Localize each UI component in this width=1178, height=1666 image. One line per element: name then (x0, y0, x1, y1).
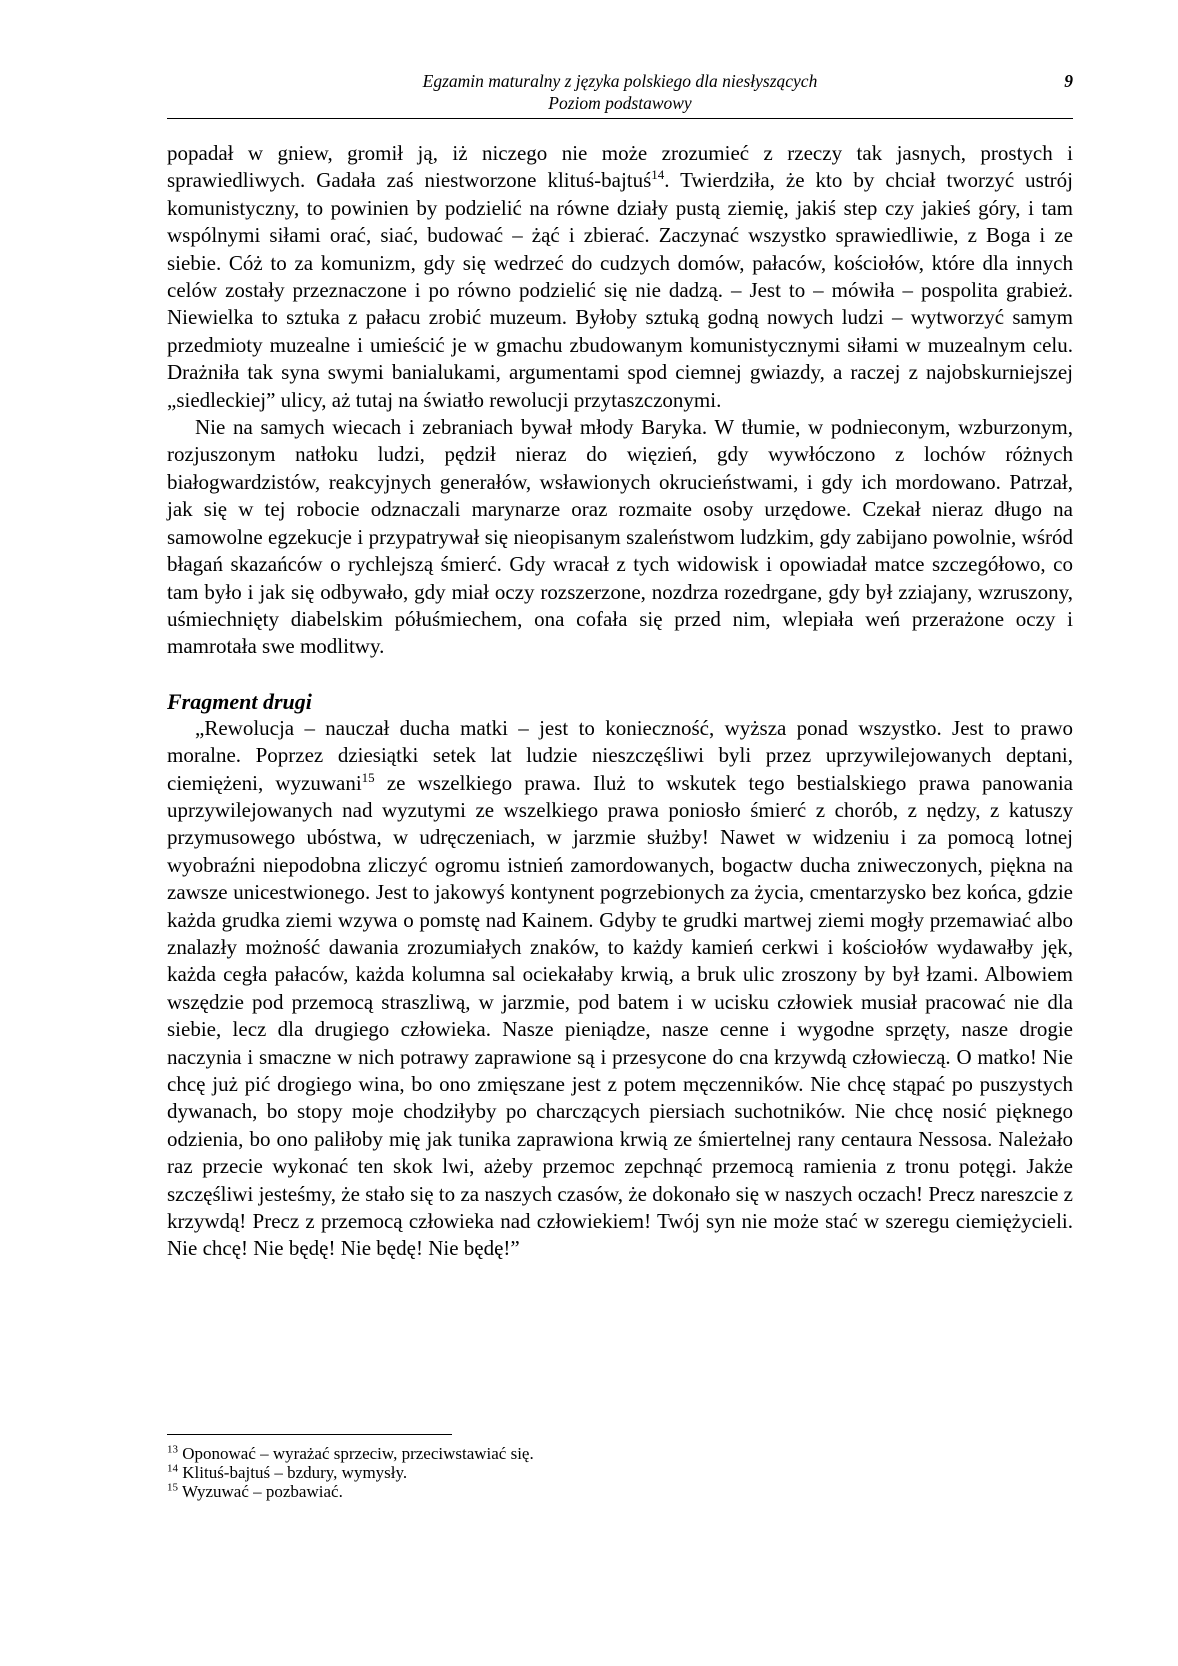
fragment-2-text-b: ze wszelkiego prawa. Iluż to wskutek tego bestialskiego prawa panowania uprzywilejowanych nad wyzutymi ze wszelkiego prawa poniosło śmierć z chorób, z nędzy, z katuszy przymusowego ubóstwa, w udręczeniach, w jarzmie służby! Nawet w widzeniu i za pomocą lotnej wyobraźni niepodobna zliczyć ogromu istnień zamordowanych, bogactw ducha zniweczonych, piękna na zawsze unicestwionego. Jest to jakowyś kontynent pogrzebionych za życia, cmentarzysko bez końca, gdzie każda grudka ziemi wzywa o pomstę nad Kainem. Gdyby te grudki martwej ziemi mogły przemawiać albo znalazły możność dawania zrozumiałych znaków, to każdy kamień cerkwi i kościołów wydawałby jęk, każda cegła pałaców, każda kolumna sal ociekałaby krwią, a bruk ulic zroszony by był łzami. Albowiem wszędzie pod przemocą straszliwą, w jarzmie, pod batem i w ucisku człowiek musiał pracować nie dla siebie, lecz dla drugiego człowieka. Nasze pieniądze, nasze cenne i wygodne sprzęty, nasze drogie naczynia i smaczne w nich potrawy zaprawione są i przesycone do cna krzywdą człowieczą. O matko! Nie chcę już pić drogiego wina, bo ono zmięszane jest z potem męczenników. Nie chcę stąpać po puszystych dywanach, bo stopy moje chodziłyby po charczących piersiach suchotników. Nie chcę nosić pięknego odzienia, bo ono paliłoby mię jak tunika zaprawiona krwią ze śmiertelnej rany centaura Nessosa. Należało raz przecie wykonać ten skok lwi, ażeby przemoc zepchnąć przemocą ramienia z tronu potęgi. Jakże szczęśliwi jesteśmy, że stało się to za naszych czasów, że dokonało się w naszych oczach! Precz nareszcie z krzywdą! Precz z przemocą człowieka nad człowiekiem! Twój syn nie może stać w szeregu ciemiężycieli. Nie chcę! Nie będę! Nie będę! Nie będę!” (167, 770, 1074, 1261)
footnote-text: Oponować – wyrażać sprzeciw, przeciwstawiać się. (182, 1444, 534, 1463)
fragment-2-paragraph (167, 715, 1073, 1263)
page-header (167, 70, 1073, 119)
footnote-number: 14 (167, 1462, 178, 1475)
paragraph-1 (167, 140, 1073, 414)
fragment-2-text-a: „Rewolucja – nauczał ducha matki – jest to konieczność, wyższa ponad wszystko. Jest to prawo moralne. Poprzez dziesiątki setek lat ludzie nieszczęśliwi byli przez uprzywilejowanych deptani, ciemiężeni, wyzuwani (167, 715, 1073, 795)
paragraph-1-text-b: . Twierdziła, że kto by chciał tworzyć ustrój komunistyczny, to powinien by podzielić na równe działy pustą ziemię, jakiś step czy jakieś góry, i tam wspólnymi siłami orać, siać, budować – żąć i zbierać. Zaczynać wszystko sprawiedliwie, z Boga i ze siebie. Cóż to za komunizm, gdy się wedrzeć do cudzych domów, pałaców, kościołów, które dla innych celów zostały przeznaczone i po równo podzielić się nie dadzą. – Jest to – mówiła – pospolita grabież. Niewielka to sztuka z pałacu zrobić muzeum. Byłoby sztuką godną nowych ludzi – wytworzyć samym przedmioty muzealne i umieścić je w gmachu zbudowanym komunistycznymi siłami w muzealnym celu. Drażniła tak syna swymi banialukami, argumentami spod ciemnej gwiazdy, a raczej z najobskurniejszej „siedleckiej” ulicy, aż tutaj na światło rewolucji przytaszczonymi. (167, 168, 1073, 412)
main-text (167, 140, 1073, 1263)
footnote-number: 13 (167, 1443, 178, 1456)
footnote-ref-14: 14 (651, 167, 665, 183)
footnote-number: 15 (167, 1481, 178, 1494)
footnote-text: Wyzuwać – pozbawiać. (181, 1482, 343, 1501)
footnote-ref-15: 15 (361, 769, 375, 785)
fragment-title: Fragment drugi (167, 688, 312, 714)
header-title-line1: Egzamin maturalny z języka polskiego dla niesłyszących (422, 71, 818, 91)
footnote-14 (167, 1463, 1073, 1482)
paragraph-1-text-a: popadał w gniew, gromił ją, iż niczego nie może zrozumieć z rzeczy tak jasnych, prostych i sprawiedliwych. Gadała zaś niestworzone klituś-bajtuś (167, 141, 1073, 193)
footnote-13 (167, 1444, 1073, 1463)
paragraph-2: Nie na samych wiecach i zebraniach bywał młody Baryka. W tłumie, w podnieconym, wzburzonym, rozjuszonym natłoku ludzi, pędził nieraz do więzień, gdy wywłóczono z lochów różnych białogwardzistów, reakcyjnych generałów, wsławionych okrucieństwami, i gdy ich mordowano. Patrzał, jak się w tej robocie odznaczali marynarze oraz rozmaite osoby urzędowe. Czekał nieraz długo na samowolne egzekucje i przypatrywał się nieopisanym szaleństwom ludzkim, gdy zabijano powolnie, wśród błagań skazańców o rychlejszą śmierć. Gdy wracał z tych widowisk i opowiadał matce szczegółowo, co tam było i jak się odbywało, gdy miał oczy rozszerzone, nozdrza rozedrgane, gdy był zziajany, wzruszony, uśmiechnięty diabelskim półuśmiechem, ona cofała się przed nim, wlepiała weń przerażone oczy i mamrotała swe modlitwy. (167, 415, 1073, 659)
footnotes (167, 1444, 1073, 1501)
page-number: 9 (1064, 71, 1073, 91)
footnote-text: Klituś-bajtuś – bzdury, wymysły. (182, 1463, 408, 1482)
header-title (167, 70, 1073, 114)
exam-page (167, 0, 1073, 1666)
footnote-15 (167, 1482, 1073, 1501)
header-title-line2: Poziom podstawowy (548, 93, 692, 113)
footnote-divider (167, 1434, 452, 1435)
